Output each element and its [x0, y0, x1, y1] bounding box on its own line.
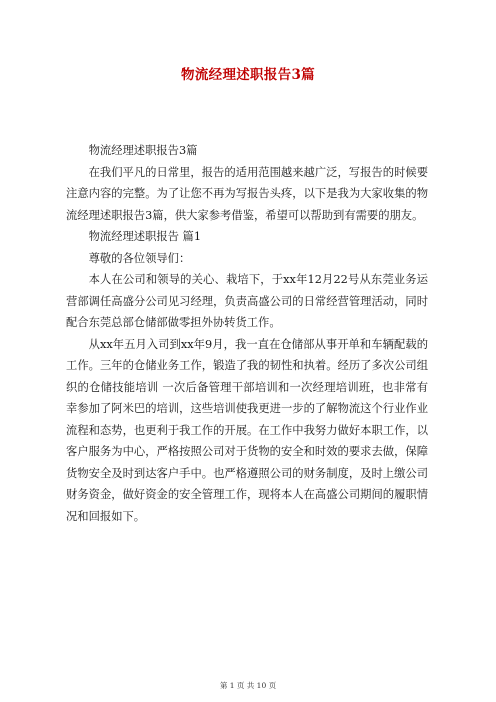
paragraph-section-title: 物流经理述职报告 篇1: [88, 230, 202, 243]
paragraph-intro: 在我们平凡的日常里，报告的适用范围越来越广泛，写报告的时候要注意内容的完整。为了让您不再为写报告头疼，以下是我为大家收集的物流经理述职报告3篇，供大家参考借鉴，希望可以帮助到有需要的朋友。: [66, 165, 428, 222]
paragraph-salutation: 尊敬的各位领导们：: [88, 251, 191, 265]
document-title: 物流经理述职报告3篇: [181, 67, 315, 83]
paragraph-body-2: 从xx年五月入司到xx年9月，我一直在仓储部从事开单和车辆配载的工作。三年的仓储业务工作，锻造了我的韧性和执着。经历了多次公司组织的仓储技能培训 一次后备管理干部培训和一次经理培训班，也非常有幸参加了阿米巴的培训，这些培训使我更进一步的了解物流这个行业作业流程和态势，也更利于我工作的开展。在工作中我努力做好本职工作，以客户服务为中心，严格按照公司对于货物的安全和时效的要求去做，保障货物安全及时到达客户手中。也严格遵照公司的财务制度，及时上缴公司财务资金，做好资金的安全管理工作，现将本人在高盛公司期间的履职情况和回报如下。: [66, 337, 428, 523]
document-body: [66, 140, 428, 527]
paragraph-body-1: 本人在公司和领导的关心、栽培下，于xx年12月22号从东莞业务运营部调任高盛分公司见习经理，负责高盛公司的日常经营管理活动，同时配合东莞总部仓储部做零担外协转货工作。: [66, 273, 428, 329]
page-footer: 第 1 页 共 10 页: [219, 681, 277, 690]
paragraph-heading: 物流经理述职报告3篇: [88, 144, 198, 157]
